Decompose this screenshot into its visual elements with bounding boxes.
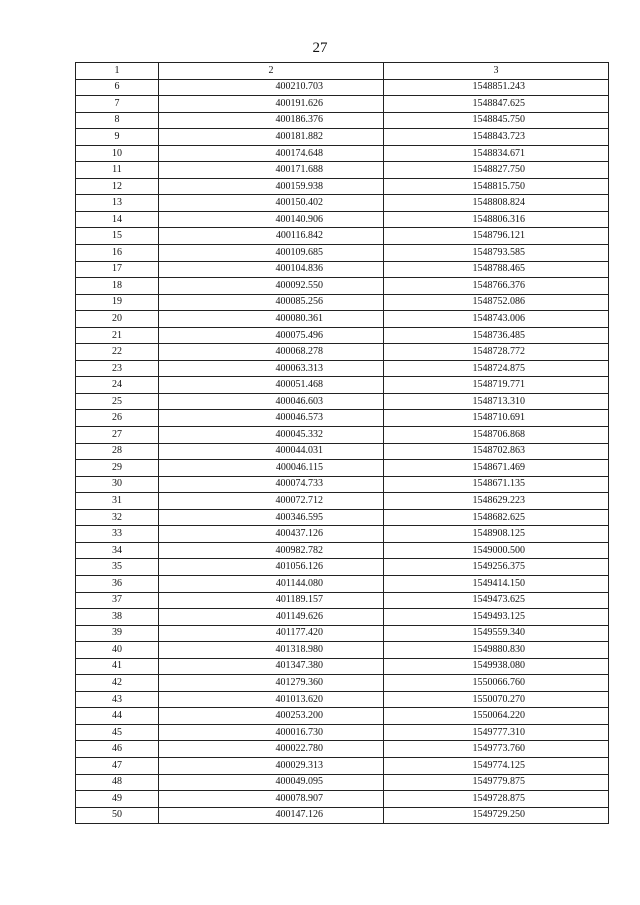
y-coordinate-cell: 1548834.671 (384, 145, 609, 162)
y-coordinate-cell: 1548827.750 (384, 162, 609, 179)
point-number-cell: 33 (76, 526, 159, 543)
x-coordinate-cell: 401279.360 (159, 675, 384, 692)
y-coordinate-cell: 1548629.223 (384, 493, 609, 510)
x-coordinate-cell: 400253.200 (159, 708, 384, 725)
point-number-cell: 36 (76, 575, 159, 592)
column-header-1: 1 (76, 63, 159, 80)
table-row (76, 278, 609, 295)
x-coordinate-cell: 400045.332 (159, 427, 384, 444)
y-coordinate-cell: 1548766.376 (384, 278, 609, 295)
x-coordinate-cell: 400022.780 (159, 741, 384, 758)
point-number-cell: 31 (76, 493, 159, 510)
x-coordinate-cell: 400191.626 (159, 96, 384, 113)
point-number-cell: 22 (76, 344, 159, 361)
y-coordinate-cell: 1549256.375 (384, 559, 609, 576)
y-coordinate-cell: 1549414.150 (384, 575, 609, 592)
y-coordinate-cell: 1548702.863 (384, 443, 609, 460)
y-coordinate-cell: 1549493.125 (384, 609, 609, 626)
point-number-cell: 32 (76, 509, 159, 526)
y-coordinate-cell: 1548851.243 (384, 79, 609, 96)
y-coordinate-cell: 1549473.625 (384, 592, 609, 609)
column-header-3: 3 (384, 63, 609, 80)
x-coordinate-cell: 400074.733 (159, 476, 384, 493)
table-row (76, 476, 609, 493)
table-row (76, 96, 609, 113)
y-coordinate-cell: 1548743.006 (384, 311, 609, 328)
y-coordinate-cell: 1548736.485 (384, 327, 609, 344)
x-coordinate-cell: 400085.256 (159, 294, 384, 311)
table-row (76, 195, 609, 212)
y-coordinate-cell: 1549880.830 (384, 642, 609, 659)
table-row (76, 575, 609, 592)
point-number-cell: 42 (76, 675, 159, 692)
point-number-cell: 40 (76, 642, 159, 659)
page-number: 27 (312, 40, 328, 56)
x-coordinate-cell: 400159.938 (159, 178, 384, 195)
y-coordinate-cell: 1548796.121 (384, 228, 609, 245)
x-coordinate-cell: 401189.157 (159, 592, 384, 609)
x-coordinate-cell: 400116.842 (159, 228, 384, 245)
point-number-cell: 16 (76, 245, 159, 262)
point-number-cell: 48 (76, 774, 159, 791)
x-coordinate-cell: 400046.573 (159, 410, 384, 427)
table-row (76, 791, 609, 808)
table-row (76, 228, 609, 245)
point-number-cell: 6 (76, 79, 159, 96)
table-row (76, 294, 609, 311)
table-row (76, 708, 609, 725)
x-coordinate-cell: 400147.126 (159, 807, 384, 824)
x-coordinate-cell: 400171.688 (159, 162, 384, 179)
y-coordinate-cell: 1549000.500 (384, 542, 609, 559)
y-coordinate-cell: 1548682.625 (384, 509, 609, 526)
x-coordinate-cell: 400181.882 (159, 129, 384, 146)
x-coordinate-cell: 400210.703 (159, 79, 384, 96)
y-coordinate-cell: 1550066.760 (384, 675, 609, 692)
x-coordinate-cell: 400072.712 (159, 493, 384, 510)
table-row (76, 145, 609, 162)
point-number-cell: 50 (76, 807, 159, 824)
x-coordinate-cell: 400029.313 (159, 757, 384, 774)
table-row (76, 691, 609, 708)
table-row (76, 642, 609, 659)
table-row (76, 327, 609, 344)
point-number-cell: 35 (76, 559, 159, 576)
point-number-cell: 11 (76, 162, 159, 179)
y-coordinate-cell: 1549777.310 (384, 724, 609, 741)
x-coordinate-cell: 400346.595 (159, 509, 384, 526)
x-coordinate-cell: 400075.496 (159, 327, 384, 344)
point-number-cell: 21 (76, 327, 159, 344)
table-row (76, 112, 609, 129)
table-row (76, 245, 609, 262)
y-coordinate-cell: 1548719.771 (384, 377, 609, 394)
point-number-cell: 46 (76, 741, 159, 758)
table-row (76, 211, 609, 228)
table-row (76, 542, 609, 559)
y-coordinate-cell: 1548788.465 (384, 261, 609, 278)
point-number-cell: 23 (76, 360, 159, 377)
table-row (76, 609, 609, 626)
x-coordinate-cell: 401318.980 (159, 642, 384, 659)
table-row (76, 344, 609, 361)
table-row (76, 509, 609, 526)
x-coordinate-cell: 400046.603 (159, 393, 384, 410)
x-coordinate-cell: 400078.907 (159, 791, 384, 808)
point-number-cell: 47 (76, 757, 159, 774)
point-number-cell: 9 (76, 129, 159, 146)
point-number-cell: 49 (76, 791, 159, 808)
x-coordinate-cell: 400437.126 (159, 526, 384, 543)
table-header-row (76, 63, 609, 80)
y-coordinate-cell: 1548843.723 (384, 129, 609, 146)
x-coordinate-cell: 400150.402 (159, 195, 384, 212)
y-coordinate-cell: 1549779.875 (384, 774, 609, 791)
point-number-cell: 43 (76, 691, 159, 708)
y-coordinate-cell: 1549728.875 (384, 791, 609, 808)
x-coordinate-cell: 400092.550 (159, 278, 384, 295)
x-coordinate-cell: 401056.126 (159, 559, 384, 576)
x-coordinate-cell: 400063.313 (159, 360, 384, 377)
point-number-cell: 19 (76, 294, 159, 311)
y-coordinate-cell: 1548724.875 (384, 360, 609, 377)
x-coordinate-cell: 400186.376 (159, 112, 384, 129)
point-number-cell: 29 (76, 460, 159, 477)
x-coordinate-cell: 401149.626 (159, 609, 384, 626)
y-coordinate-cell: 1548728.772 (384, 344, 609, 361)
point-number-cell: 15 (76, 228, 159, 245)
y-coordinate-cell: 1549729.250 (384, 807, 609, 824)
point-number-cell: 27 (76, 427, 159, 444)
table-row (76, 129, 609, 146)
table-row (76, 311, 609, 328)
table-row (76, 443, 609, 460)
point-number-cell: 7 (76, 96, 159, 113)
table-row (76, 724, 609, 741)
table-row (76, 625, 609, 642)
x-coordinate-cell: 400140.906 (159, 211, 384, 228)
table-row (76, 79, 609, 96)
table-row (76, 178, 609, 195)
point-number-cell: 41 (76, 658, 159, 675)
table-row (76, 393, 609, 410)
y-coordinate-cell: 1548671.135 (384, 476, 609, 493)
y-coordinate-cell: 1548710.691 (384, 410, 609, 427)
x-coordinate-cell: 400049.095 (159, 774, 384, 791)
table-row (76, 493, 609, 510)
table-row (76, 460, 609, 477)
table-row (76, 427, 609, 444)
point-number-cell: 18 (76, 278, 159, 295)
point-number-cell: 10 (76, 145, 159, 162)
column-header-2: 2 (159, 63, 384, 80)
table-row (76, 559, 609, 576)
table-row (76, 592, 609, 609)
x-coordinate-cell: 401013.620 (159, 691, 384, 708)
y-coordinate-cell: 1548815.750 (384, 178, 609, 195)
table-row (76, 774, 609, 791)
x-coordinate-cell: 400068.278 (159, 344, 384, 361)
table-row (76, 162, 609, 179)
y-coordinate-cell: 1548845.750 (384, 112, 609, 129)
x-coordinate-cell: 400982.782 (159, 542, 384, 559)
table-row (76, 741, 609, 758)
x-coordinate-cell: 400046.115 (159, 460, 384, 477)
table-row (76, 658, 609, 675)
point-number-cell: 44 (76, 708, 159, 725)
x-coordinate-cell: 400044.031 (159, 443, 384, 460)
y-coordinate-cell: 1548847.625 (384, 96, 609, 113)
y-coordinate-cell: 1549559.340 (384, 625, 609, 642)
table-row (76, 261, 609, 278)
point-number-cell: 34 (76, 542, 159, 559)
y-coordinate-cell: 1549774.125 (384, 757, 609, 774)
point-number-cell: 8 (76, 112, 159, 129)
y-coordinate-cell: 1550070.270 (384, 691, 609, 708)
x-coordinate-cell: 400080.361 (159, 311, 384, 328)
point-number-cell: 17 (76, 261, 159, 278)
point-number-cell: 28 (76, 443, 159, 460)
y-coordinate-cell: 1548908.125 (384, 526, 609, 543)
table-row (76, 807, 609, 824)
point-number-cell: 45 (76, 724, 159, 741)
y-coordinate-cell: 1548671.469 (384, 460, 609, 477)
y-coordinate-cell: 1548706.868 (384, 427, 609, 444)
coordinates-table-body (76, 63, 609, 824)
point-number-cell: 25 (76, 393, 159, 410)
table-row (76, 360, 609, 377)
y-coordinate-cell: 1549938.080 (384, 658, 609, 675)
x-coordinate-cell: 400104.836 (159, 261, 384, 278)
coordinates-table (75, 62, 609, 824)
x-coordinate-cell: 400051.468 (159, 377, 384, 394)
y-coordinate-cell: 1548808.824 (384, 195, 609, 212)
point-number-cell: 26 (76, 410, 159, 427)
y-coordinate-cell: 1548806.316 (384, 211, 609, 228)
x-coordinate-cell: 401144.080 (159, 575, 384, 592)
x-coordinate-cell: 400109.685 (159, 245, 384, 262)
table-row (76, 410, 609, 427)
point-number-cell: 12 (76, 178, 159, 195)
point-number-cell: 37 (76, 592, 159, 609)
y-coordinate-cell: 1548793.585 (384, 245, 609, 262)
y-coordinate-cell: 1548713.310 (384, 393, 609, 410)
x-coordinate-cell: 401347.380 (159, 658, 384, 675)
table-row (76, 526, 609, 543)
x-coordinate-cell: 400174.648 (159, 145, 384, 162)
point-number-cell: 30 (76, 476, 159, 493)
point-number-cell: 14 (76, 211, 159, 228)
x-coordinate-cell: 401177.420 (159, 625, 384, 642)
point-number-cell: 20 (76, 311, 159, 328)
y-coordinate-cell: 1549773.760 (384, 741, 609, 758)
point-number-cell: 38 (76, 609, 159, 626)
y-coordinate-cell: 1550064.220 (384, 708, 609, 725)
point-number-cell: 24 (76, 377, 159, 394)
y-coordinate-cell: 1548752.086 (384, 294, 609, 311)
table-row (76, 377, 609, 394)
x-coordinate-cell: 400016.730 (159, 724, 384, 741)
point-number-cell: 39 (76, 625, 159, 642)
table-row (76, 675, 609, 692)
table-row (76, 757, 609, 774)
point-number-cell: 13 (76, 195, 159, 212)
